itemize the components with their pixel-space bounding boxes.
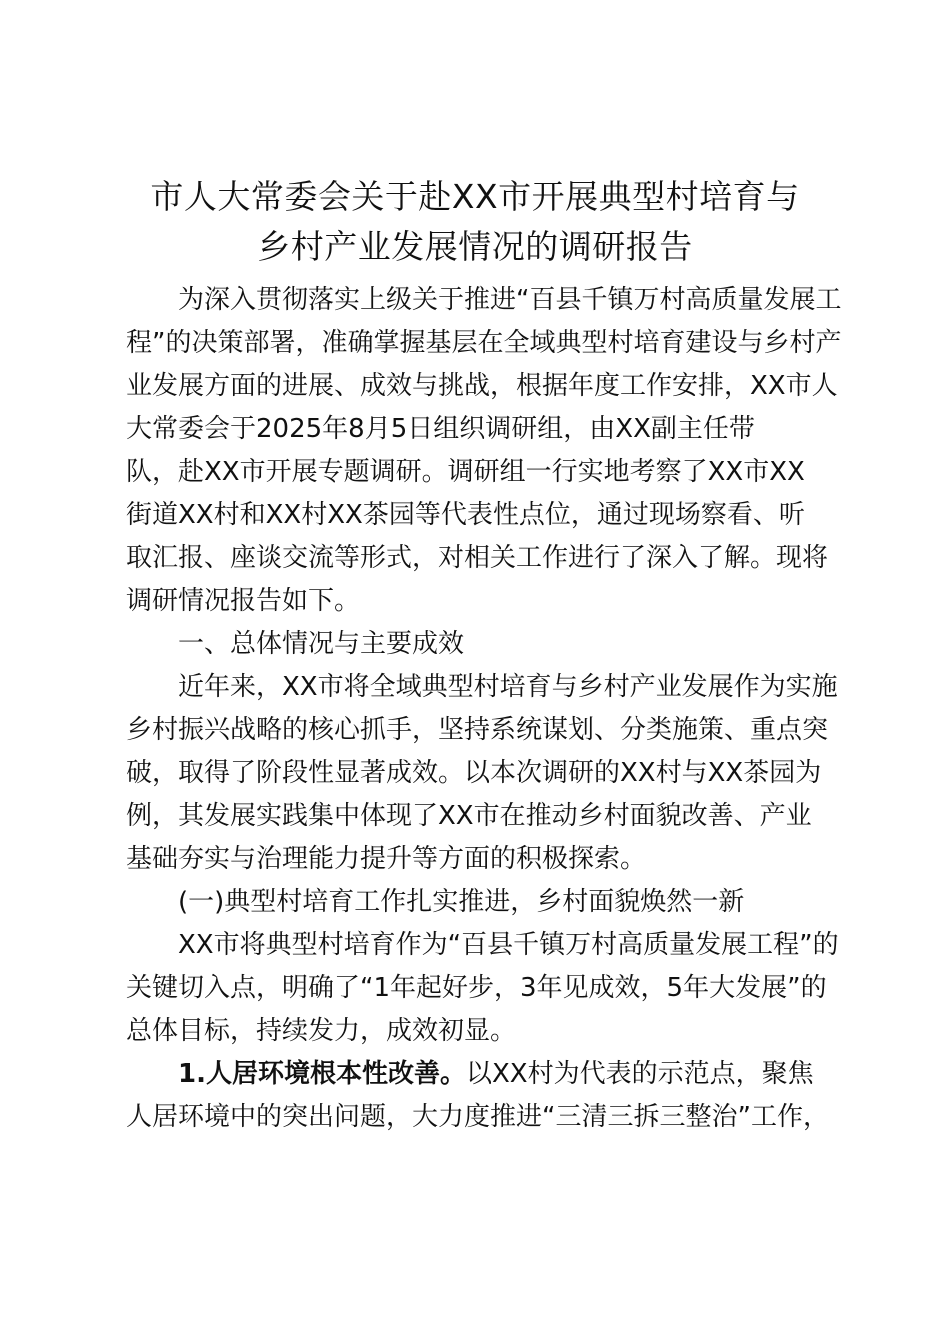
paragraph-1-line: 为深入贯彻落实上级关于推进“百县千镇万村高质量发展工 [178,285,842,315]
paragraph-1-line: 程”的决策部署，准确掌握基层在全域典型村培育建设与乡村产 [126,328,842,358]
point-1-line-2: 人居环境中的突出问题，大力度推进“三清三拆三整治”工作， [126,1102,829,1132]
paragraph-1-line: 取汇报、座谈交流等形式，对相关工作进行了深入了解。现将 [126,543,829,573]
paragraph-2-line: 基础夯实与治理能力提升等方面的积极探索。 [126,844,647,874]
paragraph-2-line: 近年来，XX市将全域典型村培育与乡村产业发展作为实施 [178,672,838,702]
document-title-line-1: 市人大常委会关于赴XX市开展典型村培育与 [150,177,800,216]
subsection-heading: (一)典型村培育工作扎实推进，乡村面貌焕然一新 [178,887,745,917]
paragraph-1-line: 业发展方面的进展、成效与挑战，根据年度工作安排，XX市人 [126,371,838,401]
paragraph-1-line: 大常委会于2025年8月5日组织调研组，由XX副主任带 [126,414,755,444]
paragraph-2-line: 例，其发展实践集中体现了XX市在推动乡村面貌改善、产业 [126,801,812,831]
paragraph-1-line: 队，赴XX市开展专题调研。调研组一行实地考察了XX市XX [126,457,805,487]
paragraph-2-line: 乡村振兴战略的核心抓手，坚持系统谋划、分类施策、重点突 [126,715,829,745]
paragraph-3-line: 关键切入点，明确了“1年起好步，3年见成效，5年大发展”的 [126,973,827,1003]
paragraph-2-line: 破，取得了阶段性显著成效。以本次调研的XX村与XX茶园为 [126,758,822,788]
paragraph-1-line: 调研情况报告如下。 [126,586,361,616]
point-1-text: 以XX村为代表的示范点，聚焦 [465,1059,814,1089]
paragraph-1-line: 街道XX村和XX村XX茶园等代表性点位，通过现场察看、听 [126,500,805,530]
point-1-lead: 1.人居环境根本性改善。 [178,1059,466,1089]
section-heading: 一、总体情况与主要成效 [178,629,465,659]
document-title-line-2: 乡村产业发展情况的调研报告 [257,227,693,266]
paragraph-3-line: XX市将典型村培育作为“百县千镇万村高质量发展工程”的 [178,930,839,960]
point-1-line [178,1054,846,1094]
paragraph-3-line: 总体目标，持续发力，成效初显。 [126,1016,517,1046]
